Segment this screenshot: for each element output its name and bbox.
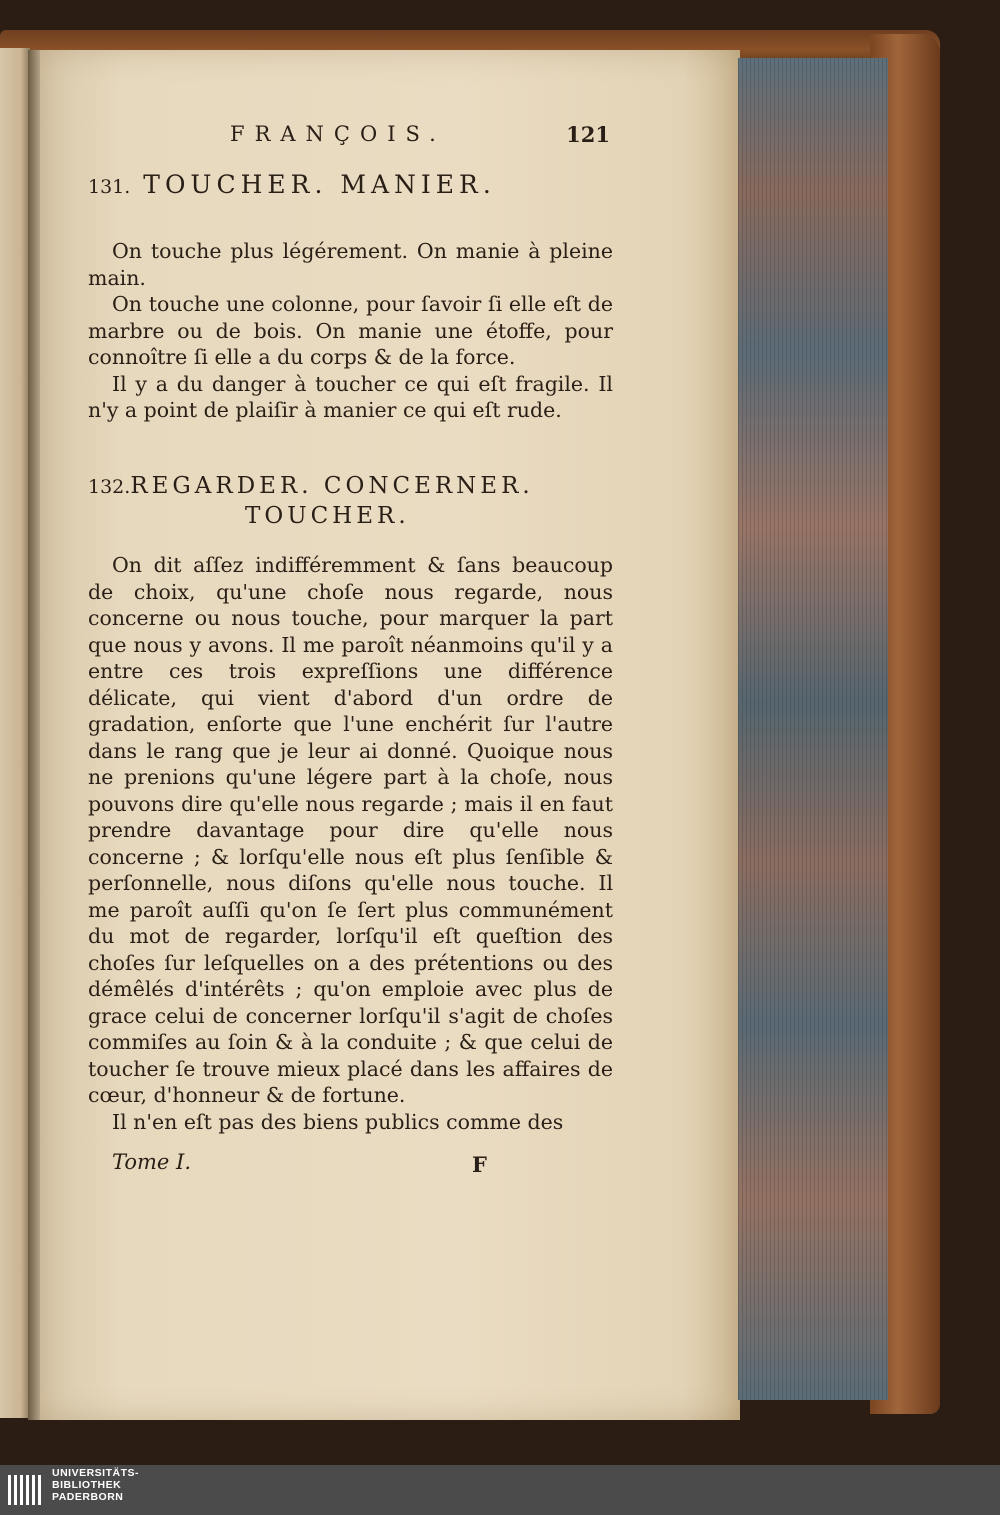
paragraph: On dit aſſez indifféremment & ſans beaucoup de choix, qu'une choſe nous regarde, nous concerne ou nous touche, pour marquer la part que nous y avons. Il me paroît néanmoins qu'il y a entre ces trois expreſſions une différence délicate, qui vient d'abord d'un ordre de gradation, enſorte que l'une enchérit ſur l'autre dans le rang que je leur ai donné. Quoique nous ne prenions qu'une légere part à la choſe, nous pouvons dire qu'elle nous regarde ; mais il en faut prendre davantage pour dire qu'elle nous concerne ; & lorſqu'elle nous eſt plus ſenſible & perſonnelle, nous diſons qu'elle nous touche. Il me paroît auſſi qu'on ſe ſert plus communément du mot de regarder, lorſqu'il eſt queſtion des choſes ſur leſquelles on a des prétentions ou des démêlés d'intérêts ; qu'on emploie avec plus de grace celui de concerner lorſqu'il s'agit de choſes commiſes au ſoin & à la conduite ; & que celui de toucher ſe trouve mieux placé dans les affaires de cœur, d'honneur & de fortune. [88,553,613,1107]
facing-page-edge [0,48,30,1418]
paragraph: Il y a du danger à toucher ce qui eſt fragile. Il n'y a point de plaiſir à manier ce qui eſt rude. [88,371,613,422]
section-132-heading [88,473,613,501]
section-heading-line2: TOUCHER. [245,503,410,529]
section-132-body [88,552,613,1135]
volume-label: Tome I. [112,1150,192,1174]
page-number: 121 [566,122,610,147]
section-131-heading [88,172,613,201]
page-footer [112,1150,612,1184]
section-heading: TOUCHER. MANIER. [143,170,496,199]
section-number: 131. [88,176,131,198]
section-heading-line1: REGARDER. CONCERNER. [130,473,534,499]
paragraph: Il n'en eſt pas des biens publics comme des [112,1109,564,1134]
running-header [230,122,610,152]
library-name-line3: PADERBORN [52,1491,124,1503]
paragraph: On touche plus légérement. On manie à pleine main. [88,239,613,290]
library-name-line1: UNIVERSITÄTS- [52,1467,140,1479]
section-number: 132. [88,476,131,498]
paragraph: On touche une colonne, pour ſavoir ſi elle eſt de marbre ou de bois. On manie une étoffe, pour connoître ſi elle a du corps & de la force. [88,292,613,369]
section-131-body [88,238,613,424]
library-logo-icon [8,1475,44,1505]
signature-mark: F [472,1152,487,1177]
marbled-page-edge [738,58,888,1400]
running-title: FRANÇOIS. [230,122,446,146]
library-name-line2: BIBLIOTHEK [52,1479,122,1491]
library-banner [0,1465,1000,1515]
